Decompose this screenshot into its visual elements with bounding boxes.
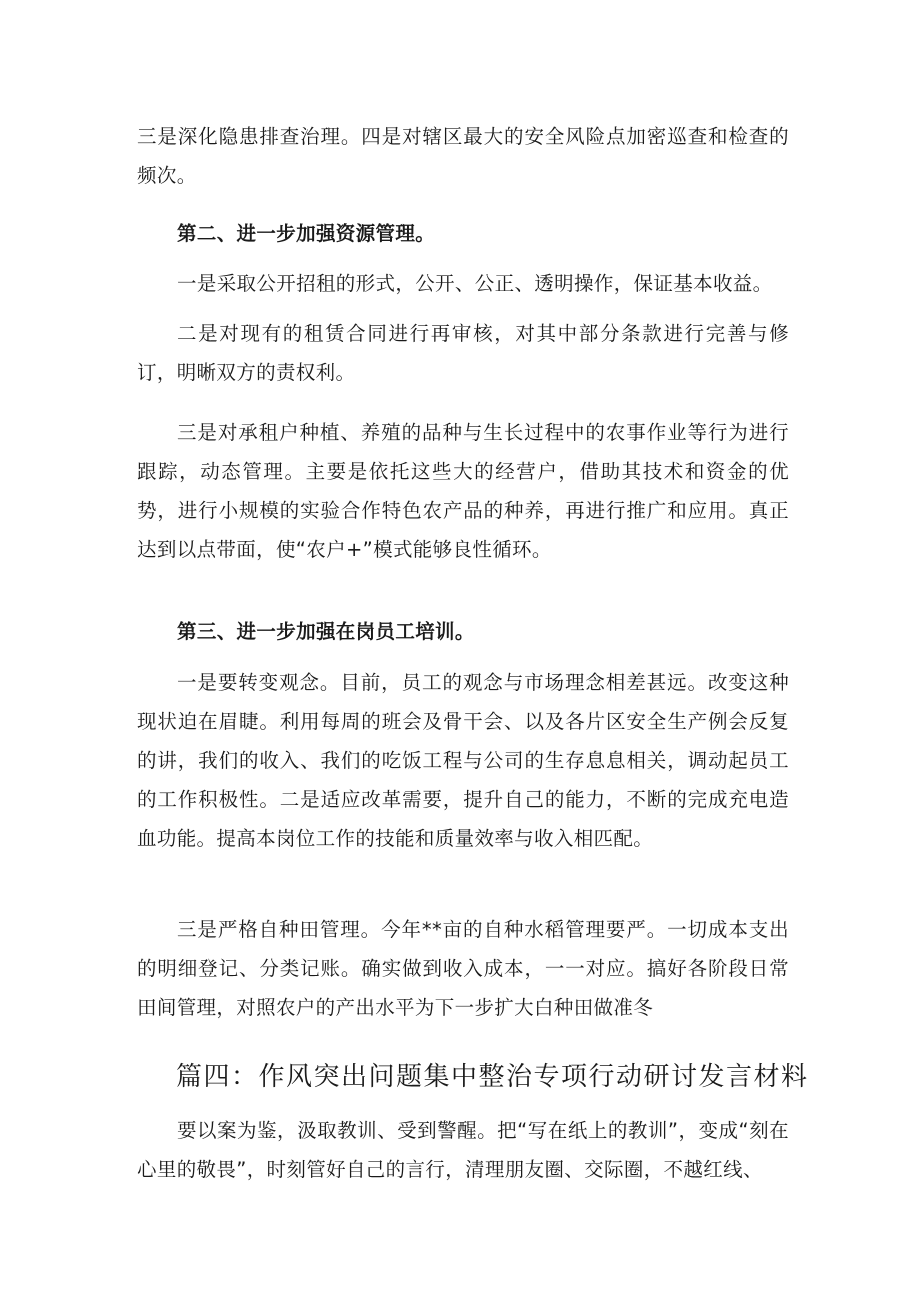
- paragraph-self-farming: 三是严格自种田管理。今年**亩的自种水稻管理要严。一切成本支出的明细登记、分类记账。确实做到收入成本，一一对应。搞好各阶段日常田间管理，对照农户的产出水平为下一步扩大白种田做准冬: [137, 918, 789, 1019]
- heading-resource-management: 第二、进一步加强资源管理。: [177, 222, 436, 245]
- paragraph-tenant-tracking: 三是对承租户种植、养殖的品种与生长过程中的农事作业等行为进行跟踪，动态管理。主要是依托这些大的经营户，借助其技术和资金的优势，进行小规模的实验合作特色农产品的种养，再进行推广和应用。真正达到以点带面，使“农户+”模式能够良性循环。: [137, 421, 789, 561]
- paragraph-change-mindset: 一是要转变观念。目前，员工的观念与市场理念相差甚远。改变这种现状迫在眉睫。利用每周的班会及骨干会、以及各片区安全生产例会反复的讲，我们的收入、我们的吃饭工程与公司的生存息息相关，调动起员工的工作积极性。二是适应改革需要，提升自己的能力，不断的完成充电造血功能。提高本岗位工作的技能和质量效率与收入相匹配。: [137, 671, 789, 850]
- paragraph-learn-lessons: 要以案为鉴，汲取教训、受到警醒。把“写在纸上的教训”，变成“刻在心里的敬畏”，时刻管好自己的言行，清理朋友圈、交际圈，不越红线、: [137, 1119, 789, 1181]
- paragraph-hazard-inspection: 三是深化隐患排查治理。四是对辖区最大的安全风险点加密巡查和检查的频次。: [137, 125, 789, 187]
- section-title-chapter-four: 篇四：作风突出问题集中整治专项行动研讨发言材料: [176, 1062, 809, 1092]
- paragraph-contract-review: 二是对现有的租赁合同进行再审核，对其中部分条款进行完善与修订，明晰双方的责权利。: [137, 322, 789, 384]
- paragraph-public-leasing: 一是采取公开招租的形式，公开、公正、透明操作，保证基本收益。: [177, 272, 773, 295]
- heading-staff-training: 第三、进一步加强在岗员工培训。: [177, 620, 475, 643]
